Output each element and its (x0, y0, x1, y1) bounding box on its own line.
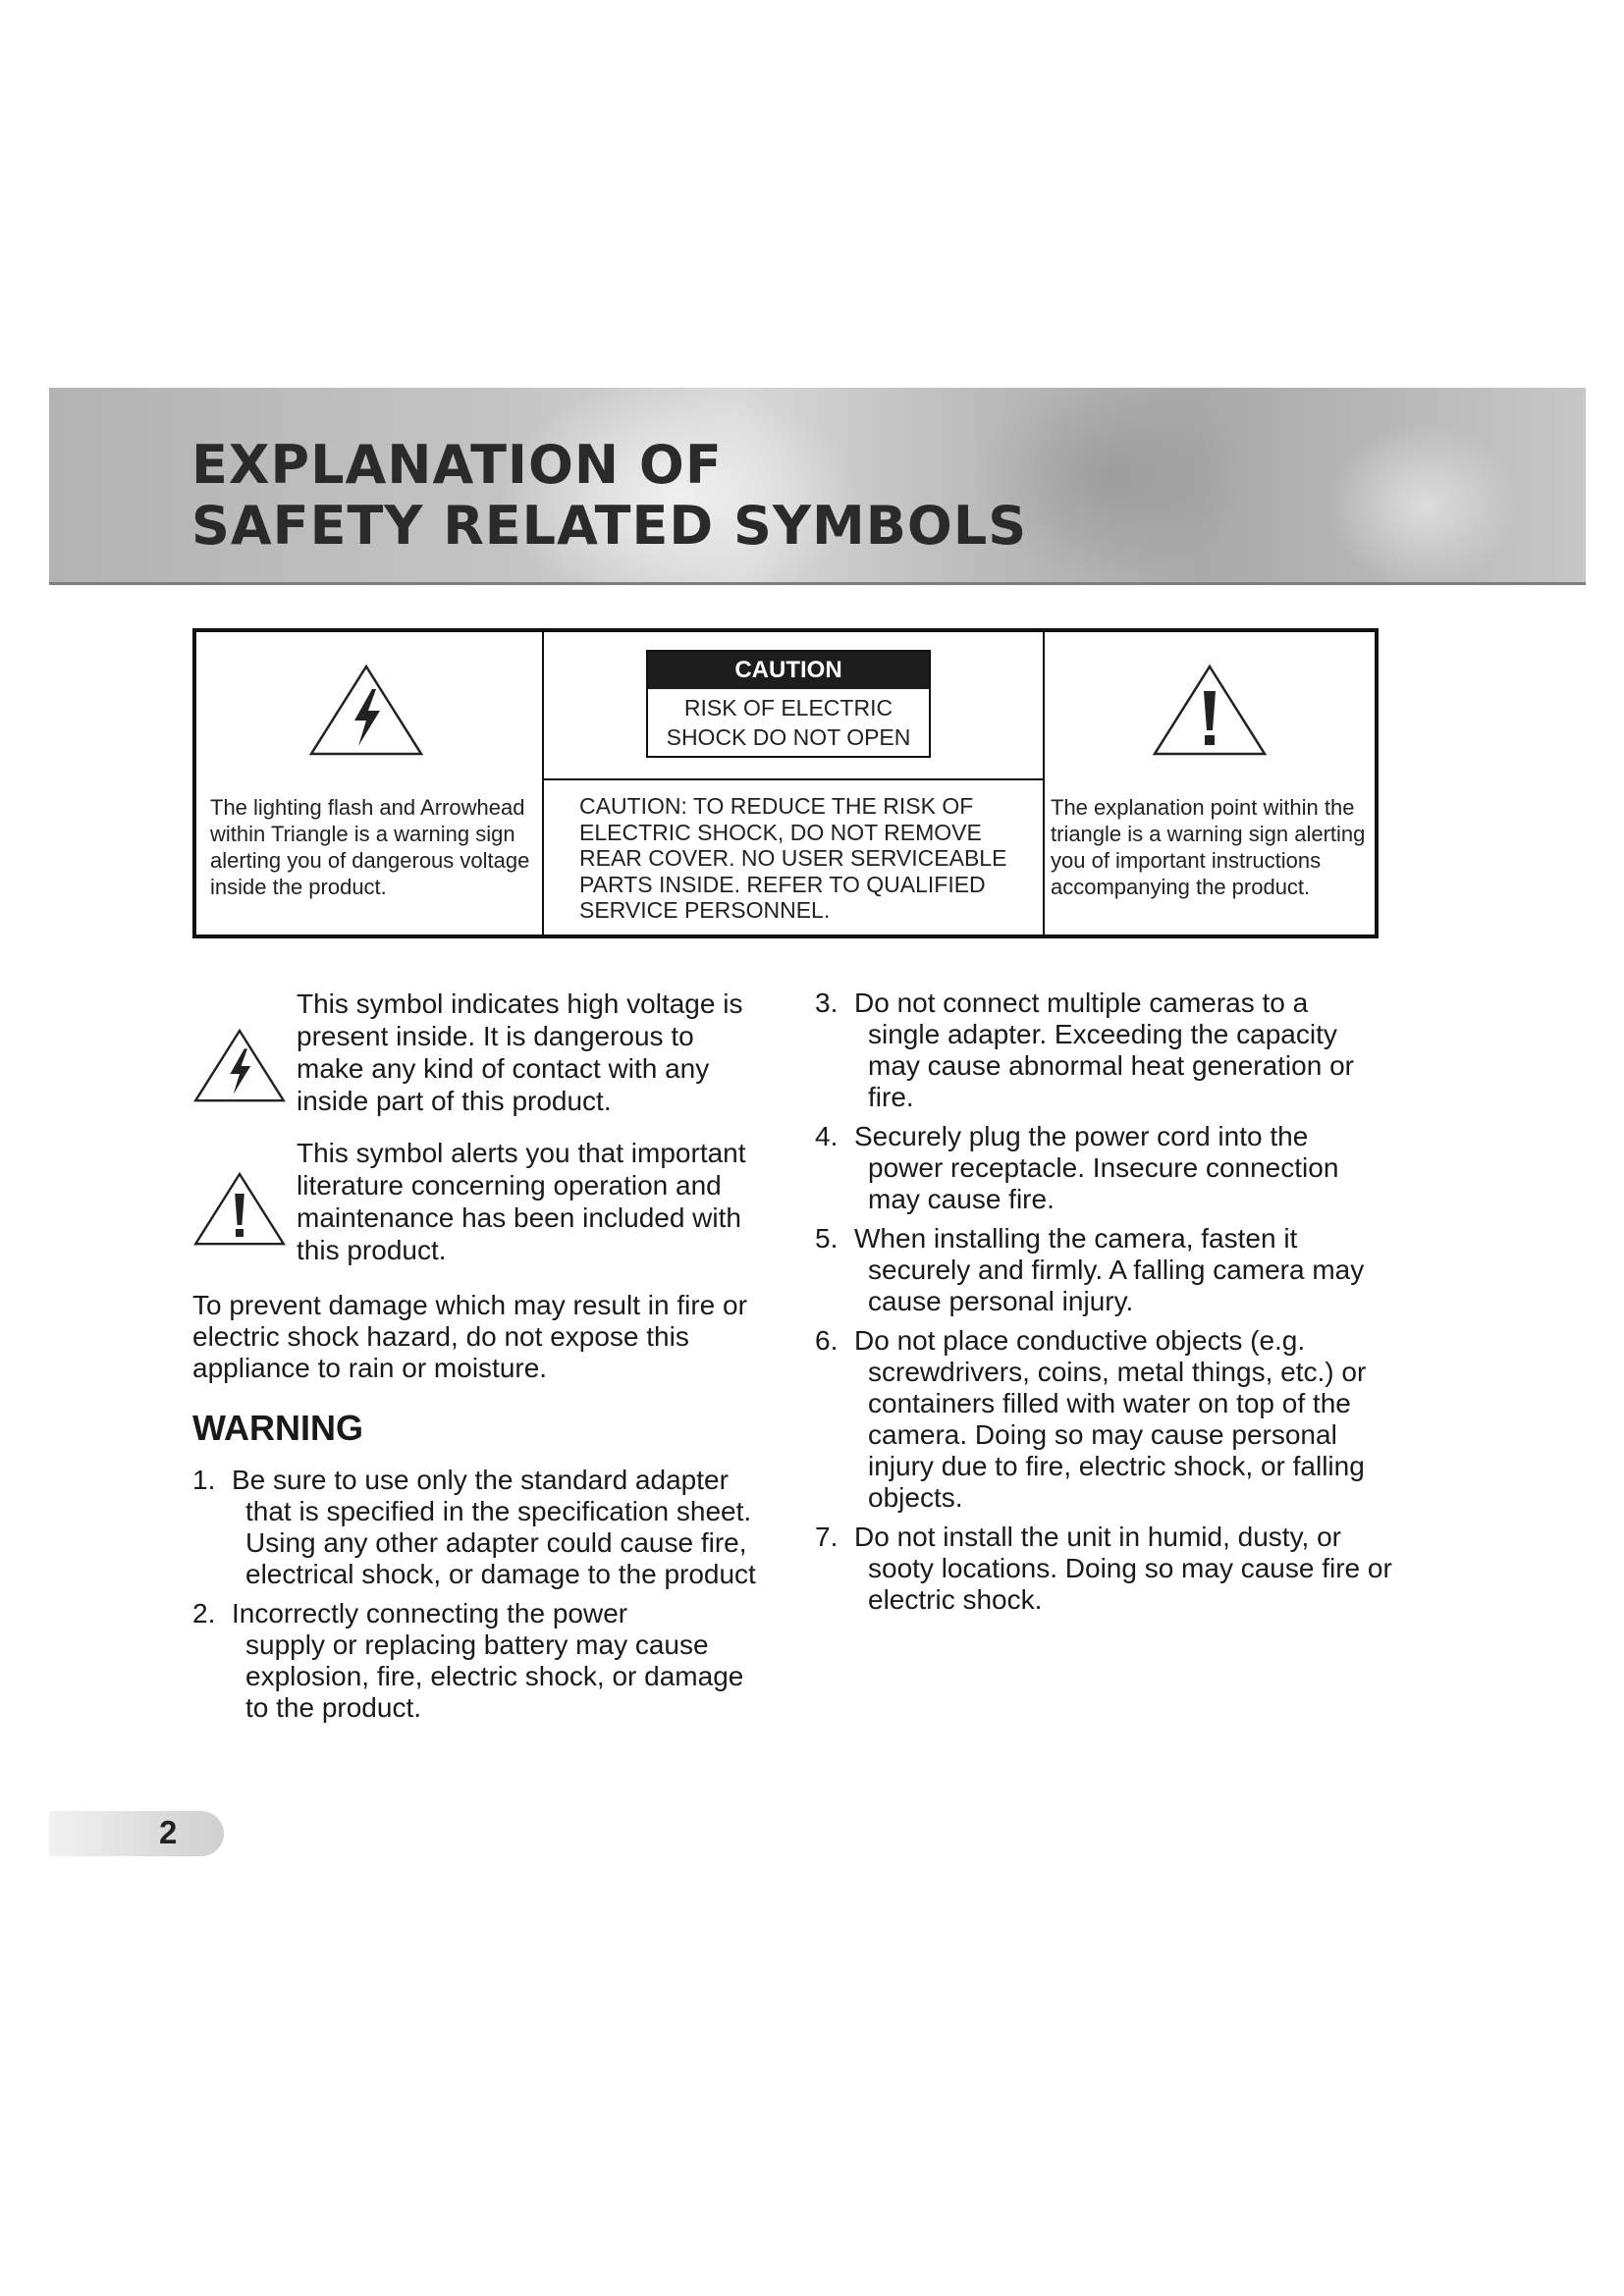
warning-item (815, 988, 1394, 1113)
warning-list-right (815, 988, 1394, 1624)
warning-item (192, 1465, 772, 1590)
symbols-table (192, 628, 1379, 938)
caution-cell-divider (542, 778, 1043, 780)
warning-item-text: sooty locations. Doing so may cause fire or electric shock. (868, 1553, 1392, 1615)
high-voltage-description: This symbol indicates high voltage is present inside. It is dangerous to make any kind of contact with any inside part of this product. (297, 988, 743, 1116)
warning-heading: WARNING (192, 1408, 363, 1448)
warning-list-left (192, 1465, 772, 1732)
warning-item (815, 1325, 1394, 1514)
caution-label-box (646, 650, 931, 758)
alert-description: This symbol alerts you that important literature concerning operation and maintenance has been included with this product. (297, 1138, 746, 1265)
header-banner (49, 388, 1586, 585)
symbols-table-lightning-cell (196, 632, 544, 934)
warning-item-text: securely and firmly. A falling camera may cause personal injury. (868, 1255, 1365, 1316)
warning-item-first-line: When installing the camera, fasten it (854, 1223, 1298, 1254)
symbols-table-exclamation-cell (1045, 632, 1375, 934)
caution-label-line-1: RISK OF ELECTRIC (683, 695, 893, 721)
exclamation-description: The explanation point within the triangle is a warning sign alerting you of important instructions accompanying the product. (1051, 795, 1366, 899)
caution-label-line-2: SHOCK DO NOT OPEN (666, 724, 911, 750)
warning-item-first-line: Incorrectly connecting the power (232, 1598, 628, 1629)
warning-item-first-line: Be sure to use only the standard adapter (232, 1465, 729, 1495)
warning-item-first-line: Do not place conductive objects (e.g. (854, 1325, 1306, 1356)
warning-item-number: 4. (815, 1121, 839, 1151)
warning-item-text: single adapter. Exceeding the capacity may cause abnormal heat generation or fire. (868, 1019, 1354, 1112)
caution-heading: CAUTION (648, 652, 929, 689)
symbols-table-caution-cell (542, 632, 1045, 934)
warning-item-number: 7. (815, 1522, 839, 1552)
caution-description: CAUTION: TO REDUCE THE RISK OF ELECTRIC SHOCK, DO NOT REMOVE REAR COVER. NO USER SERVICEABLE PARTS INSIDE. REFER TO QUALIFIED SERVICE PERSONNEL. (579, 793, 1007, 923)
warning-item-first-line: Securely plug the power cord into the (854, 1121, 1309, 1151)
warning-item-number: 2. (192, 1598, 216, 1629)
warning-item-number: 3. (815, 988, 839, 1018)
warning-item-number: 5. (815, 1223, 839, 1254)
page-title-line-1: EXPLANATION OF (191, 434, 723, 496)
lightning-triangle-icon (192, 1027, 287, 1105)
caution-label-body (648, 689, 929, 756)
damage-prevention-paragraph: To prevent damage which may result in fire or electric shock hazard, do not expose this appliance to rain or moisture. (192, 1290, 747, 1383)
page-title-line-2: SAFETY RELATED SYMBOLS (191, 495, 1028, 557)
lightning-description: The lighting flash and Arrowhead within Triangle is a warning sign alerting you of dangerous voltage inside the product. (210, 795, 530, 899)
warning-item (815, 1522, 1394, 1616)
page-number: 2 (159, 1814, 178, 1850)
warning-item-number: 1. (192, 1465, 216, 1495)
page-title (191, 435, 1027, 557)
warning-item-first-line: Do not connect multiple cameras to a (854, 988, 1309, 1018)
warning-item-text: supply or replacing battery may cause explosion, fire, electric shock, or damage to the product. (245, 1629, 744, 1723)
page-number-tab (49, 1811, 224, 1856)
exclamation-triangle-icon (192, 1170, 287, 1249)
warning-item (815, 1121, 1394, 1215)
warning-item (815, 1223, 1394, 1317)
exclamation-triangle-icon (1151, 662, 1269, 760)
warning-item-text: power receptacle. Insecure connection may cause fire. (868, 1152, 1339, 1214)
lightning-triangle-icon (307, 662, 425, 760)
warning-item-text: screwdrivers, coins, metal things, etc.) or containers filled with water on top of the camera. Doing so may cause personal injury due to fire, electric shock, or falling objects. (868, 1357, 1367, 1513)
warning-item (192, 1598, 772, 1724)
warning-item-first-line: Do not install the unit in humid, dusty, or (854, 1522, 1341, 1552)
warning-item-text: that is specified in the specification sheet. Using any other adapter could cause fire, electrical shock, or damage to the product (245, 1496, 756, 1589)
warning-item-number: 6. (815, 1325, 839, 1356)
